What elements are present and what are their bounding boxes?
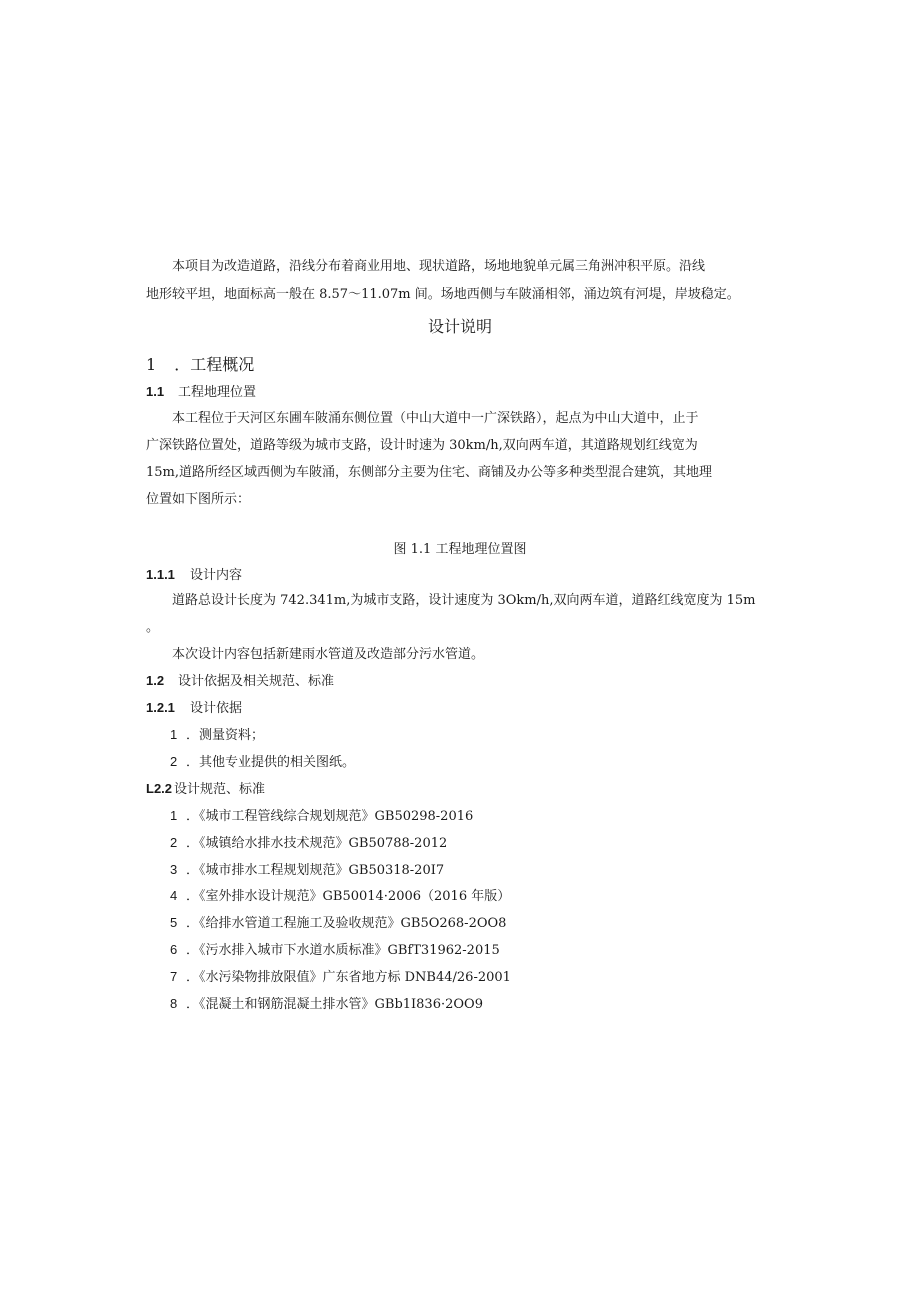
list-item-text: ．《室外排水设计规范》GB50014·2006（2016 年版）	[186, 889, 511, 904]
paragraph-line: 本工程位于天河区东圃车陂涌东侧位置（中山大道中一广深铁路），起点为中山大道中，止于	[172, 411, 699, 426]
section-1-2-heading	[146, 672, 334, 691]
paragraph-line: 广深铁路位置处，道路等级为城市支路，设计时速为 30km/h,双向两车道，其道路规划红线宽为	[146, 438, 698, 453]
list-item-text: ．《城镇给水排水技术规范》GB50788-2012	[186, 836, 448, 851]
paragraph-line: 。	[146, 620, 160, 635]
list-item	[170, 834, 447, 853]
list-item-number: 7	[170, 969, 178, 984]
list-item	[170, 753, 355, 772]
section-1-2-2-heading	[146, 780, 265, 799]
list-item-number: 4	[170, 888, 178, 903]
intro-line-2: 地形较平坦，地面标高一般在 8.57～11.07m 间。场地西侧与车陂涌相邻，涌边筑有河堤，岸坡稳定。	[146, 287, 740, 302]
list-item-text: ．测量资料；	[186, 728, 265, 743]
section-heading: 设计依据及相关规范、标准	[178, 674, 335, 689]
list-item-number: 6	[170, 942, 178, 957]
section-heading: ．工程概况	[174, 355, 255, 374]
paragraph-line: 15m,道路所经区域西侧为车陂涌，东侧部分主要为住宅、商铺及办公等多种类型混合建筑，其地理	[146, 465, 713, 480]
section-heading: 工程地理位置	[178, 385, 257, 400]
list-item	[170, 941, 500, 960]
paragraph-line: 本次设计内容包括新建雨水管道及改造部分污水管道。	[172, 647, 485, 662]
section-1-2-1-heading	[146, 699, 242, 718]
list-item	[170, 968, 511, 987]
section-1-1-heading	[146, 383, 256, 402]
section-number: L2.2	[146, 781, 173, 796]
section-number: 1.2	[146, 673, 165, 688]
list-item-number: 3	[170, 862, 178, 877]
list-item-number: 1	[170, 808, 178, 823]
section-1-heading	[146, 356, 254, 374]
list-item-text: ．《给排水管道工程施工及验收规范》GB5O268-2OO8	[186, 916, 507, 931]
list-item-number: 2	[170, 754, 178, 769]
section-number: 1.2.1	[146, 700, 175, 715]
list-item-text: ．其他专业提供的相关图纸。	[186, 755, 356, 770]
list-item	[170, 887, 510, 906]
list-item-text: ．《水污染物排放限值》广东省地方标 DNB44/26-2001	[186, 970, 511, 985]
section-number: 1.1.1	[146, 567, 175, 582]
section-heading: 设计内容	[190, 568, 243, 583]
list-item-text: ．《混凝土和钢筋混凝土排水管》GBb1I836·2OO9	[186, 997, 483, 1012]
list-item-number: 1	[170, 727, 178, 742]
list-item-text: ．《污水排入城市下水道水质标准》GBfT31962-2015	[186, 943, 500, 958]
list-item-number: 8	[170, 996, 178, 1011]
paragraph-line: 道路总设计长度为 742.341m,为城市支路，设计速度为 3Okm/h,双向两车道，道路红线宽度为 15m	[172, 593, 756, 608]
section-number: 1	[146, 355, 157, 374]
paragraph-line: 位置如下图所示：	[146, 492, 251, 507]
list-item	[170, 861, 444, 880]
section-heading: 设计依据	[190, 701, 243, 716]
list-item	[170, 995, 483, 1014]
list-item-text: ．《城市工程管线综合规划规范》GB50298-2016	[186, 809, 474, 824]
intro-line-1: 本项目为改造道路，沿线分布着商业用地、现状道路，场地地貌单元属三角洲冲积平原。沿线	[172, 259, 706, 274]
list-item-text: ．《城市排水工程规划规范》GB50318-20I7	[186, 863, 445, 878]
list-item	[170, 807, 473, 826]
list-item	[170, 726, 264, 745]
section-1-1-1-heading	[146, 566, 242, 585]
section-heading: 设计规范、标准	[174, 782, 266, 797]
list-item-number: 5	[170, 915, 178, 930]
list-item	[170, 914, 506, 933]
list-item-number: 2	[170, 835, 178, 850]
figure-caption: 图 1.1 工程地理位置图	[393, 542, 527, 557]
section-number: 1.1	[146, 384, 165, 399]
page-title: 设计说明	[427, 317, 492, 336]
